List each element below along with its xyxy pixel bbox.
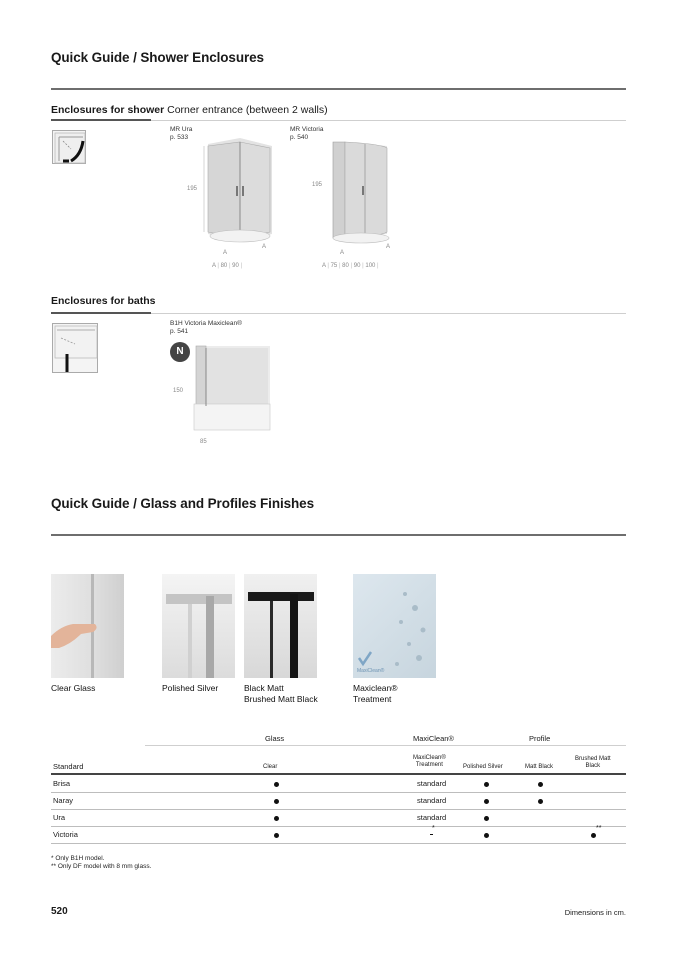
table-row <box>51 793 626 810</box>
clear-dot <box>274 833 279 838</box>
header-line: Treatment <box>415 762 443 768</box>
page-number: 520 <box>51 906 68 917</box>
caption-line: Maxiclean® <box>353 683 398 693</box>
clear-dot <box>274 782 279 787</box>
table-row <box>51 827 626 844</box>
silver-dot <box>484 782 489 787</box>
corner-entrance-icon <box>52 130 86 164</box>
product-victoria-image[interactable] <box>325 138 395 250</box>
bath-product-name: B1H Victoria Maxiclean® <box>170 320 242 327</box>
col-standard: Standard <box>53 762 84 771</box>
product-victoria-name: MR Victoria <box>290 126 324 133</box>
bath-product-label <box>170 320 242 336</box>
finishes-table <box>51 732 626 839</box>
section-underline-light <box>151 313 626 314</box>
group-maxiclean: MaxiClean® <box>413 734 454 743</box>
product-victoria-dim-left: A <box>340 250 345 256</box>
silver-dot <box>484 816 489 821</box>
header-line: Brushed Matt <box>575 756 611 762</box>
product-victoria-dim-right: A <box>386 244 391 250</box>
maxiclean-value: standard <box>417 813 447 822</box>
product-ura-dim-left: A <box>223 250 228 256</box>
brushed-footnote-mark: ** <box>596 825 602 832</box>
section-underline-dark <box>51 119 151 121</box>
bath-product-image[interactable] <box>192 342 272 440</box>
size-value: 80 <box>220 263 228 269</box>
swatch-polished-silver[interactable] <box>162 574 235 678</box>
new-badge: N <box>170 342 190 362</box>
maxiclean-value: standard <box>417 779 447 788</box>
group-profile: Profile <box>529 734 551 743</box>
header-line: Black <box>585 763 601 769</box>
maxiclean-value: standard <box>417 796 447 805</box>
size-value: 90 <box>353 263 361 269</box>
size-value: 80 <box>342 263 349 269</box>
bath-enclosure-icon <box>52 323 98 373</box>
sizes-label: A <box>212 263 216 269</box>
product-ura-label <box>170 126 192 142</box>
product-victoria-height: 195 <box>312 182 323 188</box>
header-line: MaxiClean® <box>413 755 446 761</box>
page-title-finishes: Quick Guide / Glass and Profiles Finishes <box>51 496 314 511</box>
baths-section-heading: Enclosures for baths <box>51 295 156 307</box>
product-ura-name: MR Ura <box>170 126 193 133</box>
sizes-label: A <box>322 263 326 269</box>
table-header-rule <box>51 773 626 775</box>
col-brushed-matt-black <box>575 756 611 770</box>
section-underline-light <box>151 120 626 121</box>
dimensions-note: Dimensions in cm. <box>564 908 626 917</box>
row-name: Naray <box>53 796 74 805</box>
shower-heading-light: Corner entrance (between 2 walls) <box>167 104 328 116</box>
product-ura-page: p. 533 <box>170 134 189 141</box>
title-rule <box>51 534 626 536</box>
bath-product-page: p. 541 <box>170 328 189 335</box>
size-value: 75 <box>330 263 338 269</box>
section-underline-dark <box>51 312 151 314</box>
swatch-caption-black <box>244 683 318 704</box>
clear-dot <box>274 816 279 821</box>
product-victoria-label <box>290 126 323 142</box>
caption-line: Treatment <box>353 693 392 704</box>
bath-width: 85 <box>200 439 207 445</box>
row-name: Victoria <box>53 830 78 839</box>
clear-dot <box>274 799 279 804</box>
footnote: * Only B1H model. <box>51 855 105 862</box>
col-matt-black: Matt Black <box>525 764 554 770</box>
maxiclean-dash <box>430 834 433 835</box>
row-name: Brisa <box>53 779 71 788</box>
maxiclean-footnote-mark: * <box>432 825 435 832</box>
group-glass: Glass <box>265 734 285 743</box>
footnotes <box>51 855 151 871</box>
swatch-caption-maxiclean <box>353 683 398 704</box>
swatch-black-matt[interactable] <box>244 574 317 678</box>
product-victoria-page: p. 540 <box>290 134 309 141</box>
shower-section-heading <box>51 104 328 116</box>
table-row <box>51 810 626 827</box>
product-ura-image[interactable] <box>196 138 276 250</box>
matt-dot <box>538 799 543 804</box>
swatch-clear-glass[interactable] <box>51 574 124 678</box>
size-value: 90 <box>232 263 239 269</box>
product-ura-sizes: A | 80 | 90 | <box>212 263 243 269</box>
silver-dot <box>484 833 489 838</box>
col-clear: Clear <box>263 764 278 770</box>
table-row <box>51 776 626 793</box>
col-maxiclean-treatment <box>413 755 446 769</box>
shower-heading-bold: Enclosures for shower <box>51 104 165 116</box>
product-ura-height: 195 <box>187 186 198 192</box>
size-value: 100 <box>365 263 376 269</box>
caption-line: Brushed Matt Black <box>244 693 318 704</box>
title-rule <box>51 88 626 90</box>
swatch-maxiclean[interactable] <box>353 574 436 678</box>
page-title-shower: Quick Guide / Shower Enclosures <box>51 50 264 65</box>
product-victoria-sizes: A | 75 | 80 | 90 | 100 | <box>322 263 379 269</box>
caption-line: Black Matt <box>244 683 284 693</box>
swatch-caption-silver <box>162 683 218 694</box>
matt-dot <box>538 782 543 787</box>
bath-height: 150 <box>173 388 184 394</box>
product-ura-dim-right: A <box>262 244 267 250</box>
caption-line: Clear Glass <box>51 683 96 693</box>
caption-line: Polished Silver <box>162 683 219 693</box>
maxiclean-mark: MaxiClean® <box>357 668 385 674</box>
brushed-dot <box>591 833 596 838</box>
silver-dot <box>484 799 489 804</box>
footnote: ** Only DF model with 8 mm glass. <box>51 863 152 870</box>
col-polished-silver: Polished Silver <box>463 764 503 770</box>
swatch-caption-clear <box>51 683 95 694</box>
row-name: Ura <box>53 813 66 822</box>
